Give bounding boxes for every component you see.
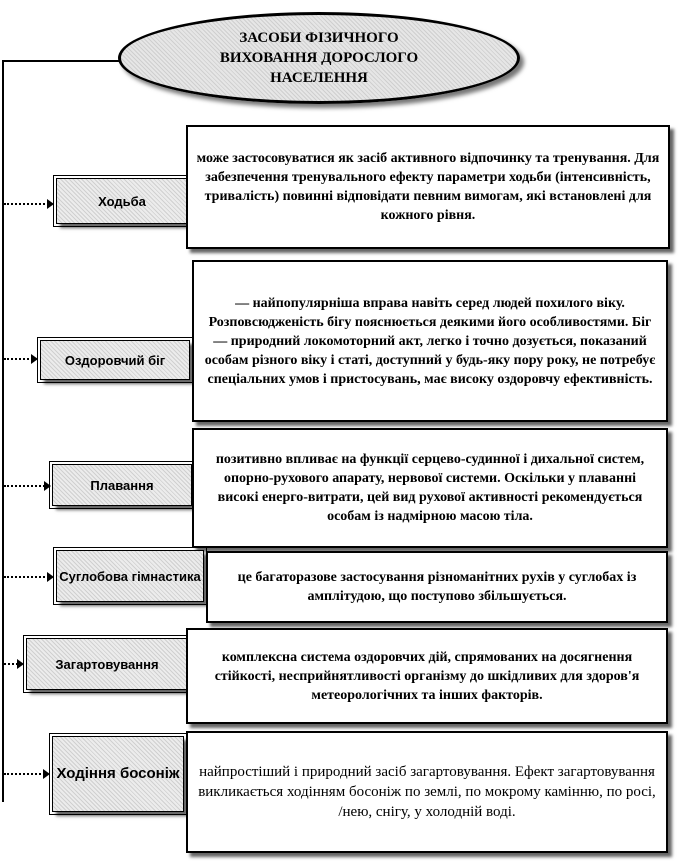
connector-vertical-line — [2, 60, 4, 802]
description-box-swimming: позитивно впливає на функції серцево-судинної і дихальної систем, опорно-рухового апарату, нервової системи. Оскільки у плаванні високі енерго-витрати, цей вид рухової активності рекомендується особам із надмірною масою тіла. — [192, 428, 668, 548]
arrow-to-item-4 — [4, 576, 52, 578]
label-box-barefoot-walking: Ходіння босоніж — [52, 736, 184, 812]
arrow-to-item-6 — [4, 773, 48, 775]
diagram-title: ЗАСОБИ ФІЗИЧНОГО ВИХОВАННЯ ДОРОСЛОГО НАСЕЛЕННЯ — [118, 12, 520, 104]
arrow-to-item-5 — [4, 663, 22, 665]
description-box-joint-gymnastics: це багаторазове застосування різноманітних рухів у суглобах із амплітудою, що поступово збільшується. — [206, 551, 668, 623]
label-box-swimming: Плавання — [52, 464, 192, 506]
label-box-walking: Ходьба — [56, 178, 188, 224]
description-box-hardening: комплексна система оздоровчих дій, спрямованих на досягнення стійкості, несприйнятливості організму до шкідливих для здоров'я метеорологічних та інших факторів. — [186, 628, 668, 724]
label-box-joint-gymnastics: Суглобова гімнастика — [56, 550, 204, 602]
arrow-to-item-2 — [4, 358, 36, 360]
arrow-to-item-3 — [4, 485, 49, 487]
arrow-to-item-1 — [4, 203, 52, 205]
connector-top-line — [2, 60, 120, 62]
label-box-hardening: Загартовування — [26, 638, 188, 690]
label-box-health-running: Оздоровчий біг — [40, 340, 190, 380]
description-box-barefoot-walking: найпростіший і природний засіб загартовування. Ефект загартовування викликається ходінням босоніж по землі, по мокрому камінню, по росі, /нею, снігу, у холодній воді. — [186, 731, 668, 853]
description-box-health-running: — найпопулярніша вправа навіть серед людей похилого віку. Розповсюдженість бігу пояснюється деякими його особливостями. Біг — природний локомоторний акт, легко і точно дозується, показаний особам різного віку і статі, доступний у будь-яку пору року, не потребує спеціальних умов і пристосувань, має високу оздоровчу ефективність. — [192, 260, 668, 422]
description-box-walking: може застосовуватися як засіб активного відпочинку та тренування. Для забезпечення тренувального ефекту параметри ходьби (інтенсивність, тривалість) повинні відповідати певним вимогам, які встановлені для кожного рівня. — [186, 125, 670, 249]
